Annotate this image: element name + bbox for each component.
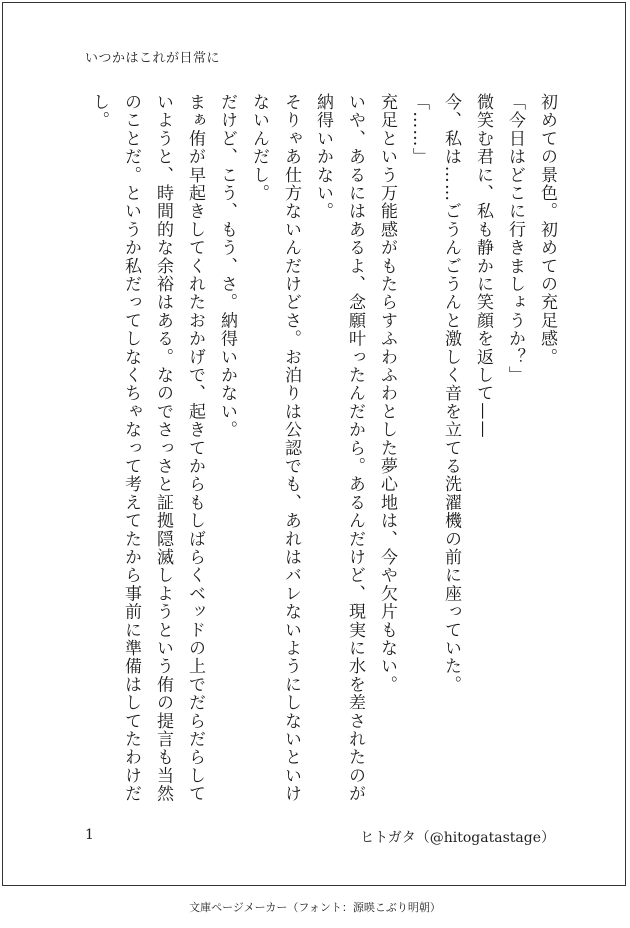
generator-caption: 文庫ページメーカー（フォント：源暎こぶり明朝） <box>189 901 441 914</box>
paragraph: いや、あるにはあるよ、念願叶ったんだから。あるんだけど、現実に水を差されたのが納得いかない。 <box>313 93 365 803</box>
paragraph: だけど、こう、もう、さ。納得いかない。 <box>217 93 237 439</box>
paragraph: 「今日はどこに行きましょうか？」 <box>505 93 525 385</box>
paragraph: まぁ侑が早起きしてくれたおかげで、起きてからもしばらくベッドの上でだらだらしていようと、時間的な余裕はある。なのでさっさと証拠隠滅しようという侑の提言も当然のことだ。というか私だってしなくちゃなって考えてたから事前に準備はしてたわけだし。 <box>89 93 205 803</box>
paragraph: 今、私は……ごうんごうんと激しく音を立てる洗濯機の前に座っていた。 <box>441 93 461 694</box>
page-number: 1 <box>85 827 94 843</box>
running-header-title: いつかはこれが日常に <box>85 51 221 66</box>
paragraph: 初めての景色。初めての充足感。 <box>537 93 557 366</box>
author-credit: ヒトガタ（@hitogatastage） <box>360 830 555 846</box>
vertical-body-text <box>73 93 563 813</box>
paragraph: 充足という万能感がもたらすふわふわとした夢心地は、今や欠片もない。 <box>377 93 397 694</box>
paragraph: 微笑む君に、私も静かに笑顔を返して—— <box>473 93 493 439</box>
paragraph: そりゃあ仕方ないんだけどさ。お泊りは公認でも、あれはバレないようにしないといけないんだし。 <box>249 93 301 803</box>
book-page <box>2 2 626 886</box>
paragraph: 「……」 <box>409 93 429 166</box>
